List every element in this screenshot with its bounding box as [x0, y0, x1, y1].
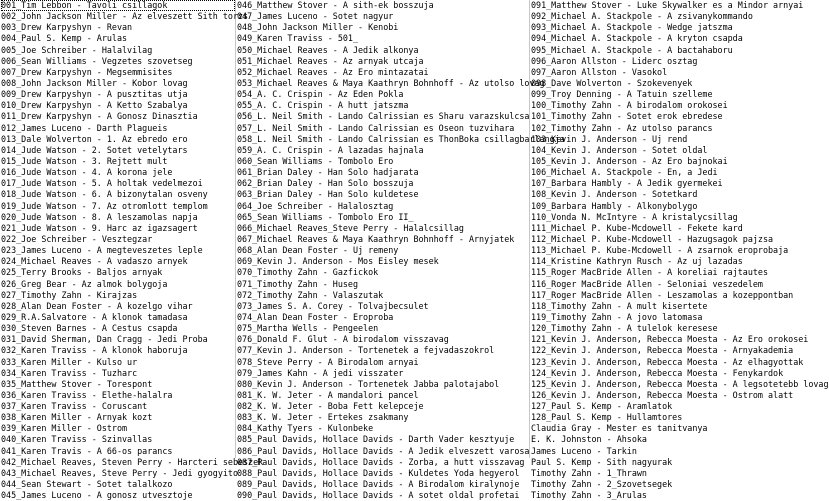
- file-item[interactable]: 008_John Jackson Miller - Kobor lovag: [1, 77, 188, 88]
- file-item[interactable]: 091_Matthew Stover - Luke Skywalker es a Mindor arnyai: [531, 0, 804, 10]
- file-item[interactable]: 011_Drew Karpyshyn - A Gonosz Dinasztia: [1, 111, 198, 122]
- file-item[interactable]: 078_Steve Perry - A Birodalom arnyai: [237, 356, 419, 367]
- file-item[interactable]: 047_James Luceno - Sotet nagyur: [237, 11, 394, 22]
- file-item[interactable]: 119_Timothy Zahn - A jovo latomasa: [531, 311, 703, 322]
- file-item[interactable]: 010_Drew Karpyshyn - A Ketto Szabalya: [1, 100, 188, 111]
- file-item[interactable]: 062_Brian Daley - Han Solo bosszuja: [237, 178, 414, 189]
- file-item[interactable]: 125_Kevin J. Anderson, Rebecca Moesta - A legsotetebb lovag: [531, 378, 829, 389]
- file-item[interactable]: 097_Aaron Allston - Vasokol: [531, 66, 668, 77]
- file-item[interactable]: 055_A. C. Crispin - A hutt jatszma: [237, 100, 409, 111]
- file-item[interactable]: 073_James S. A. Corey - Tolvajbecsulet: [237, 300, 429, 311]
- file-item[interactable]: 072_Timothy Zahn - Valaszutak: [237, 289, 384, 300]
- file-item[interactable]: 003_Drew Karpyshyn - Revan: [1, 22, 133, 33]
- file-item[interactable]: 013_Dale Wolverton - 1. Az ebredo ero: [1, 133, 188, 144]
- file-item[interactable]: 049_Karen Traviss - 501_: [237, 33, 359, 44]
- file-item[interactable]: 075_Martha Wells - Pengeelen: [237, 323, 379, 334]
- file-item[interactable]: 033_Karen Miller - Kulso ur: [1, 356, 138, 367]
- file-item[interactable]: 095_Michael A. Stackpole - A bactahaboru: [531, 44, 733, 55]
- file-item[interactable]: 108_Kevin J. Anderson - Sotetkard: [531, 189, 698, 200]
- file-item[interactable]: 090_Paul Davids, Hollace Davids - A sotet oldal profetai: [237, 490, 520, 501]
- file-item[interactable]: 048_John Jackson Miller - Kenobi: [237, 22, 399, 33]
- file-item[interactable]: 113_Michael P. Kube-Mcdowell - A zsarnok eroprobaja: [531, 245, 789, 256]
- file-item[interactable]: Timothy Zahn - 1_Thrawn: [531, 467, 647, 478]
- file-item[interactable]: 036_Karen Traviss - Elethe-halalra: [1, 389, 173, 400]
- file-item[interactable]: 058_L. Neil Smith - Lando Calrissian es ThonBoka csillagbarlangja: [237, 133, 565, 144]
- column-1: [0, 0, 264, 501]
- file-item[interactable]: 039_Karen Miller - Ostrom: [1, 423, 128, 434]
- file-item[interactable]: 127_Paul S. Kemp - Aramlatok: [531, 401, 673, 412]
- file-item[interactable]: 006_Sean Williams - Vegzetes szovetseg: [1, 55, 193, 66]
- file-item[interactable]: 021_Jude Watson - 9. Harc az igazsagert: [1, 222, 198, 233]
- file-item[interactable]: 128_Paul S. Kemp - Hullamtores: [531, 412, 683, 423]
- file-item[interactable]: 064_Joe Schreiber - Halalosztag: [237, 200, 394, 211]
- file-item[interactable]: 070_Timothy Zahn - Gazfickok: [237, 267, 379, 278]
- file-item[interactable]: 020_Jude Watson - 8. A leszamolas napja: [1, 211, 198, 222]
- file-item[interactable]: 061_Brian Daley - Han Solo hadjarata: [237, 167, 419, 178]
- file-item[interactable]: 028_Alan Dean Foster - A kozelgo vihar: [1, 300, 193, 311]
- file-item[interactable]: 092_Michael A. Stackpole - A zsivanykommando: [531, 11, 753, 22]
- file-item[interactable]: 100_Timothy Zahn - A birodalom orokosei: [531, 100, 728, 111]
- file-item[interactable]: 053_Michael Reaves & Maya Kaathryn Bohnhoff - Az utolso lovag: [237, 77, 545, 88]
- file-item[interactable]: 083_K. W. Jeter - Ertekes zsakmany: [237, 412, 409, 423]
- file-item[interactable]: 109_Barbara Hambly - Alkonybolygo: [531, 200, 698, 211]
- file-item[interactable]: 118_Timothy Zahn - A mult kisertete: [531, 300, 708, 311]
- file-item[interactable]: 040_Karen Traviss - Szinvallas: [1, 434, 153, 445]
- file-item[interactable]: 088_Paul Davids, Hollace Davids - Kuldetes Yoda hegyerol: [237, 467, 520, 478]
- file-item[interactable]: 044_Sean Stewart - Sotet talalkozo: [1, 479, 173, 490]
- file-item[interactable]: 071_Timothy Zahn - Huseg: [237, 278, 359, 289]
- file-item[interactable]: 086_Paul Davids, Hollace Davids - A Jedik elveszett varosa: [237, 445, 530, 456]
- file-item[interactable]: 014_Jude Watson - 2. Sotet vetelytars: [1, 144, 188, 155]
- file-item[interactable]: 123_Kevin J. Anderson, Rebecca Moesta - Az elhagyottak: [531, 356, 804, 367]
- file-item[interactable]: 001_Tim Lebbon - Tavoli csillagok: [1, 0, 235, 11]
- file-item[interactable]: 045_James Luceno - A gonosz utvesztoje: [1, 490, 193, 501]
- file-item[interactable]: 060_Sean Williams - Tombolo Ero: [237, 155, 394, 166]
- file-item[interactable]: 114_Kristine Kathryn Rusch - Az uj lazadas: [531, 256, 743, 267]
- file-item[interactable]: 024_Michael Reaves - A vadaszo arnyek: [1, 256, 188, 267]
- file-item[interactable]: 098_Dave Wolverton - Szokevenyek: [531, 77, 693, 88]
- file-item[interactable]: 017_Jude Watson - 5. A holtak vedelmezoi: [1, 178, 203, 189]
- file-item[interactable]: 032_Karen Traviss - A klonok haboruja: [1, 345, 188, 356]
- file-item[interactable]: 120_Timothy Zahn - A tulelok keresese: [531, 323, 718, 334]
- file-item[interactable]: 066_Michael Reaves_Steve Perry - Halalcsillag: [237, 222, 464, 233]
- file-item[interactable]: Claudia Gray - Mester es tanitvanya: [531, 423, 708, 434]
- file-item[interactable]: 101_Timothy Zahn - Sotet erok ebredese: [531, 111, 723, 122]
- file-item[interactable]: 115_Roger MacBride Allen - A koreliai rajtautes: [531, 267, 768, 278]
- file-item[interactable]: 023_James Luceno - A megteveszetes leple: [1, 245, 203, 256]
- column-2: [236, 0, 565, 501]
- file-item[interactable]: 067_Michael Reaves & Maya Kaathryn Bohnhoff - Arnyjatek: [237, 233, 515, 244]
- file-item[interactable]: 019_Jude Watson - 7. Az otromlott templom: [1, 200, 208, 211]
- file-item[interactable]: 087_Paul Davids, Hollace Davids - Zorba, a hutt visszavag: [237, 456, 525, 467]
- file-item[interactable]: 063_Brian Daley - Han Solo kuldetese: [237, 189, 419, 200]
- file-item[interactable]: 079_James Kahn - A jedi visszater: [237, 367, 404, 378]
- file-item[interactable]: E. K. Johnston - Ahsoka: [531, 434, 647, 445]
- file-item[interactable]: 057_L. Neil Smith - Lando Calrissian es Oseon tuzvihara: [237, 122, 515, 133]
- file-item[interactable]: 124_Kevin J. Anderson, Rebecca Moesta - Fenykardok: [531, 367, 784, 378]
- file-item[interactable]: 005_Joe Schreiber - Halalvilag: [1, 44, 153, 55]
- file-item[interactable]: 110_Vonda N. McIntyre - A kristalycsillag: [531, 211, 738, 222]
- file-item[interactable]: 007_Drew Karpyshyn - Megsemmisites: [1, 66, 173, 77]
- file-item[interactable]: 085_Paul Davids, Hollace Davids - Darth Vader kesztyuje: [237, 434, 515, 445]
- file-item[interactable]: 043_Michael Reaves, Steve Perry - Jedi gyogyito: [1, 467, 238, 478]
- file-item[interactable]: 054_A. C. Crispin - Az Eden Pokla: [237, 89, 404, 100]
- file-item[interactable]: 117_Roger MacBride Allen - Leszamolas a kozeppontban: [531, 289, 794, 300]
- file-item[interactable]: 122_Kevin J. Anderson, Rebecca Moesta - Arnyakademia: [531, 345, 794, 356]
- file-item[interactable]: 041_Karen Travis - A 66-os parancs: [1, 445, 173, 456]
- file-item[interactable]: Paul S. Kemp - Sith nagyurak: [531, 456, 673, 467]
- file-item[interactable]: 099_Troy Denning - A Tatuin szelleme: [531, 89, 713, 100]
- file-item[interactable]: 084_Kathy Tyers - Kulonbeke: [237, 423, 374, 434]
- file-item[interactable]: 002_John Jackson Miller - Az elveszett Sith torzs: [1, 11, 249, 22]
- file-item[interactable]: 121_Kevin J. Anderson, Rebecca Moesta - Az Ero orokosei: [531, 334, 809, 345]
- file-item[interactable]: 103_Kevin J. Anderson - Uj rend: [531, 133, 688, 144]
- file-item[interactable]: 050_Michael Reaves - A Jedik alkonya: [237, 44, 419, 55]
- file-item[interactable]: 059_A. C. Crispin - A lazadas hajnala: [237, 144, 424, 155]
- file-item[interactable]: 126_Kevin J. Anderson, Rebecca Moesta - Ostrom alatt: [531, 389, 794, 400]
- file-item[interactable]: 027_Timothy Zahn - Kirajzas: [1, 289, 138, 300]
- file-item[interactable]: 094_Michael A. Stackpole - A kryton csapda: [531, 33, 743, 44]
- file-item[interactable]: 104_Kevin J. Anderson - Sotet oldal: [531, 144, 708, 155]
- file-item[interactable]: 069_Kevin J. Anderson - Mos Eisley mesek: [237, 256, 439, 267]
- file-item[interactable]: James Luceno - Tarkin: [531, 445, 637, 456]
- file-item[interactable]: 004_Paul S. Kemp - Arulas: [1, 33, 128, 44]
- file-item[interactable]: 016_Jude Watson - 4. A korona jele: [1, 167, 173, 178]
- file-item[interactable]: 026_Greg Bear - Az almok bolygoja: [1, 278, 168, 289]
- file-item[interactable]: 093_Michael A. Stackpole - Wedge jatszma: [531, 22, 733, 33]
- file-item[interactable]: 035_Matthew Stover - Torespont: [1, 378, 153, 389]
- file-item[interactable]: 102_Timothy Zahn - Az utolso parancs: [531, 122, 713, 133]
- file-item[interactable]: 068_Alan Dean Foster - Uj remeny: [237, 245, 399, 256]
- file-item[interactable]: 105_Kevin J. Anderson - Az Ero bajnokai: [531, 155, 728, 166]
- file-item[interactable]: 077_Kevin J. Anderson - Tortenetek a fejvadaszokrol: [237, 345, 495, 356]
- file-item[interactable]: 116_Roger MacBride Allen - Seloniai veszedelem: [531, 278, 763, 289]
- file-item[interactable]: 046_Matthew Stover - A sith-ek bosszuja: [237, 0, 434, 10]
- file-item[interactable]: 030_Steven Barnes - A Cestus csapda: [1, 323, 178, 334]
- file-item[interactable]: 089_Paul Davids, Hollace Davids - A Birodalom kiralynoje: [237, 479, 520, 490]
- file-item[interactable]: 034_Karen Traviss - Tuzharc: [1, 367, 138, 378]
- file-item[interactable]: 106_Michael A. Stackpole - En, a Jedi: [531, 167, 718, 178]
- file-item[interactable]: 082_K. W. Jeter - Boba Fett kelepceje: [237, 401, 424, 412]
- file-item[interactable]: 052_Michael Reaves - Az Ero mintazatai: [237, 66, 429, 77]
- file-item[interactable]: 018_Jude Watson - 6. A bizonytalan osveny: [1, 189, 208, 200]
- file-item[interactable]: 096_Aaron Allston - Liderc osztag: [531, 55, 698, 66]
- file-item[interactable]: 081_K. W. Jeter - A mandalori pancel: [237, 389, 419, 400]
- file-item[interactable]: 029_R.A.Salvatore - A klonok tamadasa: [1, 311, 188, 322]
- file-item[interactable]: Timothy Zahn - 2_Szovetsegek: [531, 479, 673, 490]
- file-item[interactable]: 015_Jude Watson - 3. Rejtett mult: [1, 155, 168, 166]
- file-item[interactable]: 038_Karen Miller - Arnyak kozt: [1, 412, 153, 423]
- file-item[interactable]: 025_Terry Brooks - Baljos arnyak: [1, 267, 163, 278]
- file-item[interactable]: 042_Michael Reaves, Steven Perry - Harcteri sebeszek: [1, 456, 264, 467]
- file-item[interactable]: 009_Drew Karpyshyn - A pusztitas utja: [1, 89, 188, 100]
- file-item[interactable]: 056_L. Neil Smith - Lando Calrissian es Sharu varazskulcsa: [237, 111, 530, 122]
- file-item[interactable]: 051_Michael Reaves - Az arnyak utcaja: [237, 55, 424, 66]
- file-item[interactable]: 065_Sean Williams - Tombolo Ero II_: [237, 211, 414, 222]
- file-item[interactable]: 074_Alan Dean Foster - Eroproba: [237, 311, 394, 322]
- file-item[interactable]: 031_David Sherman, Dan Cragg - Jedi Proba: [1, 334, 208, 345]
- file-item[interactable]: 037_Karen Traviss - Coruscant: [1, 401, 148, 412]
- file-item[interactable]: 012_James Luceno - Darth Plagueis: [1, 122, 168, 133]
- file-item[interactable]: 111_Michael P. Kube-Mcdowell - Fekete kard: [531, 222, 743, 233]
- file-item[interactable]: 076_Donald F. Glut - A birodalom visszavag: [237, 334, 449, 345]
- column-3: [530, 0, 829, 501]
- file-item[interactable]: 022_Joe Schreiber - Vesztegzar: [1, 233, 153, 244]
- file-item[interactable]: 080_Kevin J. Anderson - Tortenetek Jabba palotajabol: [237, 378, 500, 389]
- file-item[interactable]: 112_Michael P. Kube-Mcdowell - Hazugsagok pajzsa: [531, 233, 774, 244]
- file-item[interactable]: Timothy Zahn - 3_Arulas: [531, 490, 647, 501]
- file-item[interactable]: 107_Barbara Hambly - A Jedik gyermekei: [531, 178, 723, 189]
